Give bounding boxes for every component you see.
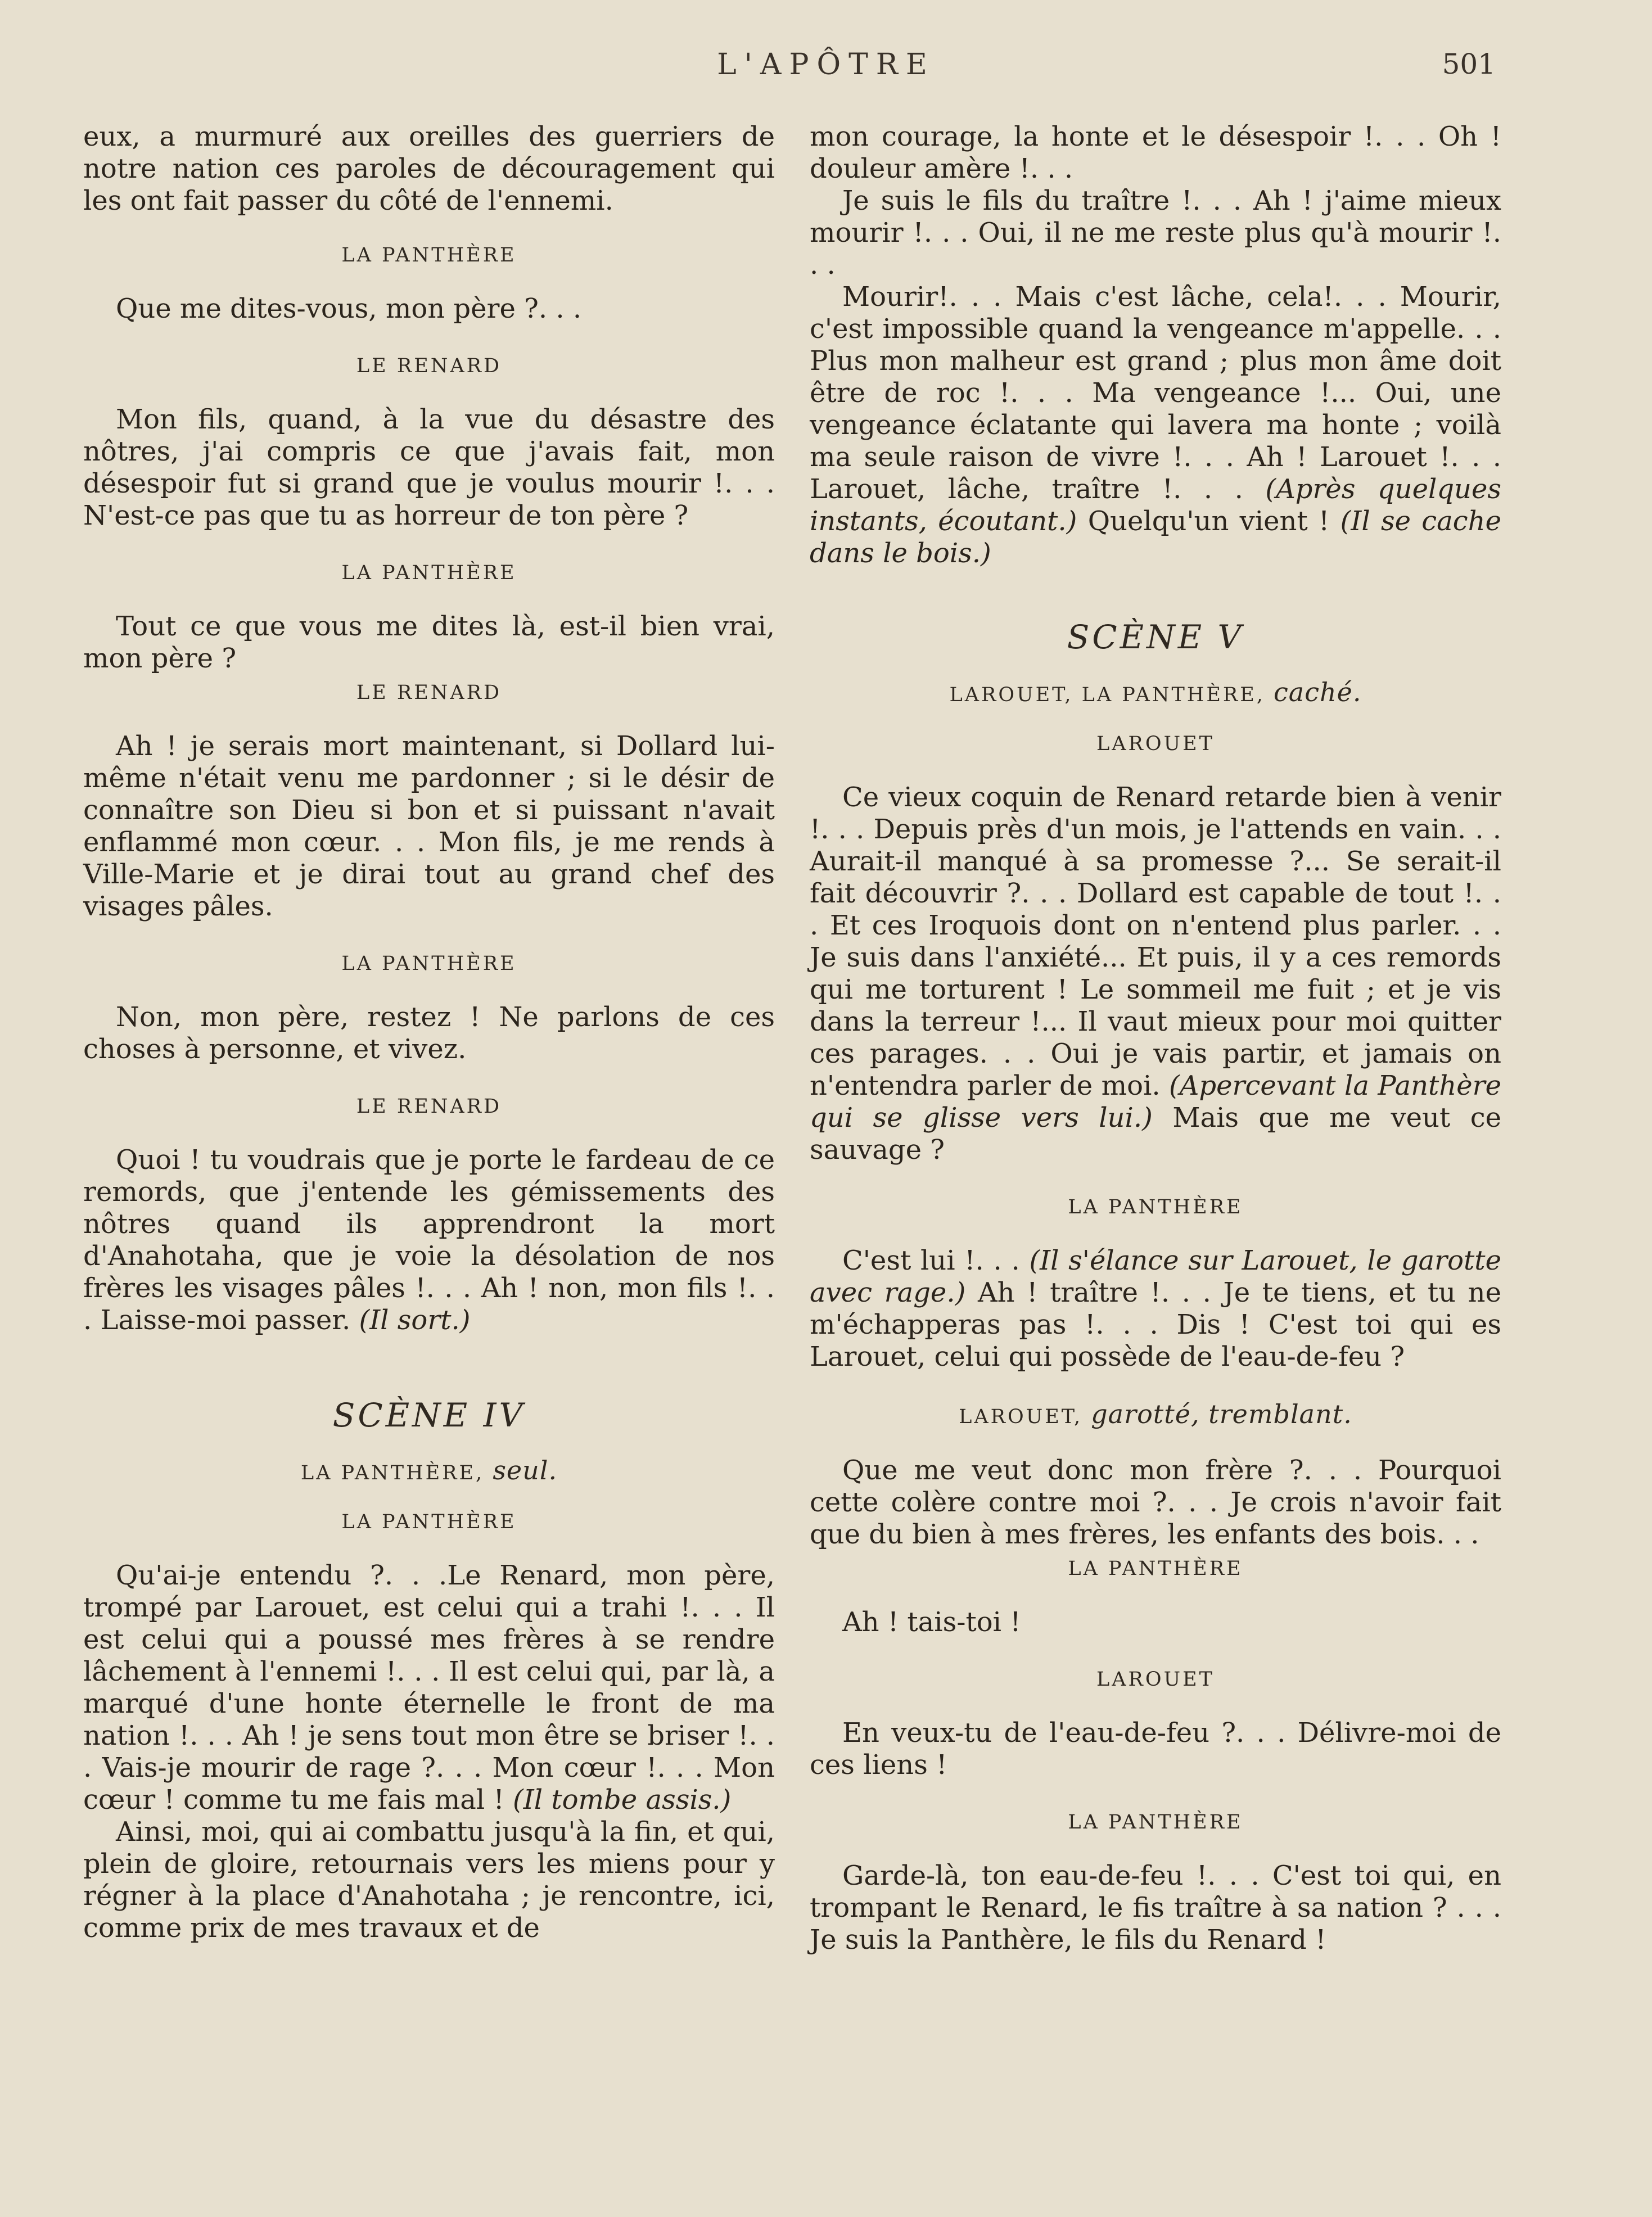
speaker-label: LA PANTHÈRE	[341, 952, 517, 975]
speech-text: Ah ! traître !. . . Je te tiens, et tu ne m'échapperas pas !. . . Dis ! C'est toi qui es Larouet, celui qui possède de l'eau-de-feu ?	[810, 1277, 1501, 1372]
persons-names: LA PANTHÈRE,	[300, 1462, 485, 1484]
stage-direction: (Apercevant la Panthère qui se glisse vers lui.)	[810, 1070, 1502, 1134]
paragraph: Non, mon père, restez ! Ne parlons de ces choses à personne, et vivez.	[83, 1001, 775, 1065]
speaker-label: LE RENARD	[356, 681, 502, 704]
speech-text: Quoi ! tu voudrais que je porte le fardeau de ce remords, que j'entende les gémissements des nôtres quand ils apprendront la mort d'Anahotaha, que je voie la désolation de nos frères les visages pâles !. . . Ah ! non, mon fils !. . . Laisse-moi passer.	[83, 1144, 775, 1336]
paragraph	[810, 1245, 1501, 1373]
scene-persons	[83, 1455, 775, 1489]
stage-direction: (Il tombe assis.)	[513, 1784, 732, 1816]
paragraph: eux, a murmuré aux oreilles des guerriers de notre nation ces paroles de découragement qui les ont fait passer du côté de l'ennemi.	[83, 121, 775, 216]
speech-text: Ce vieux coquin de Renard retarde bien à venir !. . . Depuis près d'un mois, je l'attends en vain. . . Aurait-il manqué à sa promesse ?... Se serait-il fait découvrir ?. . . Dollard est capable de tout !. . . Et ces Iroquois dont on n'entend plus parler. . . Je suis dans l'anxiété... Et puis, il y a ces remords qui me torturent ! Le sommeil me fuit ; et je vis dans la terreur !... Il vaut mieux pour moi quitter ces parages. . . Oui je vais partir, et jamais on n'entendra parler de moi.	[810, 782, 1501, 1101]
paragraph: Que me veut donc mon frère ?. . . Pourquoi cette colère contre moi ?. . . Je crois n'avoir fait que du bien à mes frères, les enfants des bois. . .	[810, 1455, 1501, 1550]
stage-direction: seul.	[493, 1455, 558, 1485]
speech-text: Quelqu'un vient !	[1087, 505, 1330, 537]
scene-title: SCÈNE IV	[332, 1396, 526, 1434]
speaker-label: LE RENARD	[356, 355, 502, 377]
paragraph: Garde-là, ton eau-de-feu !. . . C'est toi qui, en trompant le Renard, le fis traître à sa nation ? . . . Je suis la Panthère, le fils du Renard !	[810, 1860, 1501, 1956]
scene-title: SCÈNE V	[1067, 618, 1244, 656]
paragraph	[810, 281, 1501, 570]
speech-text: Mais que me veut ce sauvage ?	[810, 1102, 1502, 1166]
stage-direction: caché.	[1274, 677, 1362, 707]
scene-persons	[810, 676, 1501, 711]
paragraph: En veux-tu de l'eau-de-feu ?. . . Délivre-moi de ces liens !	[810, 1717, 1501, 1781]
persons-names: LAROUET, LA PANTHÈRE,	[949, 684, 1265, 706]
speaker-label: LA PANTHÈRE	[341, 244, 517, 267]
speaker-label: LE RENARD	[356, 1095, 502, 1118]
paragraph: Je suis le fils du traître !. . . Ah ! j'aime mieux mourir !. . . Oui, il ne me reste plus qu'à mourir !. . .	[810, 185, 1501, 281]
left-column	[83, 121, 775, 1944]
persons-names: LAROUET,	[959, 1406, 1083, 1428]
stage-direction: garotté, tremblant.	[1091, 1399, 1352, 1429]
speaker-label	[810, 1398, 1501, 1433]
stage-direction: (Il sort.)	[359, 1304, 471, 1336]
speaker-label: LA PANTHÈRE	[341, 562, 517, 584]
stage-direction: (Il s'élance sur Larouet, le garotte avec rage.)	[810, 1245, 1502, 1308]
speaker-label: LA PANTHÈRE	[1068, 1196, 1243, 1218]
stage-direction: (Après quelques instants, écoutant.)	[810, 473, 1502, 537]
paragraph: Ah ! je serais mort maintenant, si Dollard lui-même n'était venu me pardonner ; si le désir de connaître son Dieu si bon et si puissant n'avait enflammé mon cœur. . . Mon fils, je me rends à Ville-Marie et je dirai tout au grand chef des visages pâles.	[83, 730, 775, 922]
speech-text: C'est lui !. . .	[842, 1245, 1020, 1276]
paragraph: Ah ! tais-toi !	[842, 1606, 1021, 1638]
running-header-title: L'APÔTRE	[717, 48, 935, 82]
speech-text: Qu'ai-je entendu ?. . .Le Renard, mon père, trompé par Larouet, est celui qui a trahi !. . . Il est celui qui a poussé mes frères à se rendre lâchement à l'ennemi !. . . Il est celui qui, par là, a marqué d'une honte éternelle le front de ma nation !. . . Ah ! je sens tout mon être se briser !. . . Vais-je mourir de rage ?. . . Mon cœur !. . . Mon cœur ! comme tu me fais mal !	[83, 1560, 775, 1816]
speaker-label: LAROUET	[1096, 733, 1215, 755]
speech-text: Mourir!. . . Mais c'est lâche, cela!. . . Mourir, c'est impossible quand la vengeance m'appelle. . . Plus mon malheur est grand ; plus mon âme doit être de roc !. . . Ma vengeance !... Oui, une vengeance éclatante qui lavera ma honte ; voilà ma seule raison de vivre !. . . Ah ! Larouet !. . . Larouet, lâche, traître !. . .	[810, 281, 1501, 505]
right-column	[810, 121, 1501, 1956]
speaker-label: LA PANTHÈRE	[341, 1511, 517, 1533]
page-number: 501	[1442, 48, 1496, 80]
paragraph: mon courage, la honte et le désespoir !. . . Oh ! douleur amère !. . .	[810, 121, 1501, 184]
speaker-label: LA PANTHÈRE	[1068, 1557, 1243, 1580]
paragraph: Tout ce que vous me dites là, est-il bien vrai, mon père ?	[83, 611, 775, 674]
paragraph	[83, 1560, 775, 1816]
paragraph: Mon fils, quand, à la vue du désastre des nôtres, j'ai compris ce que j'avais fait, mon désespoir fut si grand que je voulus mourir !. . . N'est-ce pas que tu as horreur de ton père ?	[83, 404, 775, 531]
paragraph	[83, 1144, 775, 1336]
paragraph: Ainsi, moi, qui ai combattu jusqu'à la fin, et qui, plein de gloire, retournais vers les miens pour y régner à la place d'Anahotaha ; je rencontre, ici, comme prix de mes travaux et de	[83, 1816, 775, 1944]
paragraph: Que me dites-vous, mon père ?. . .	[116, 293, 582, 324]
stage-direction: (Il se cache dans le bois.)	[810, 505, 1501, 569]
paragraph	[810, 782, 1501, 1166]
speaker-label: LA PANTHÈRE	[1068, 1811, 1243, 1834]
speaker-label: LAROUET	[1096, 1668, 1215, 1691]
